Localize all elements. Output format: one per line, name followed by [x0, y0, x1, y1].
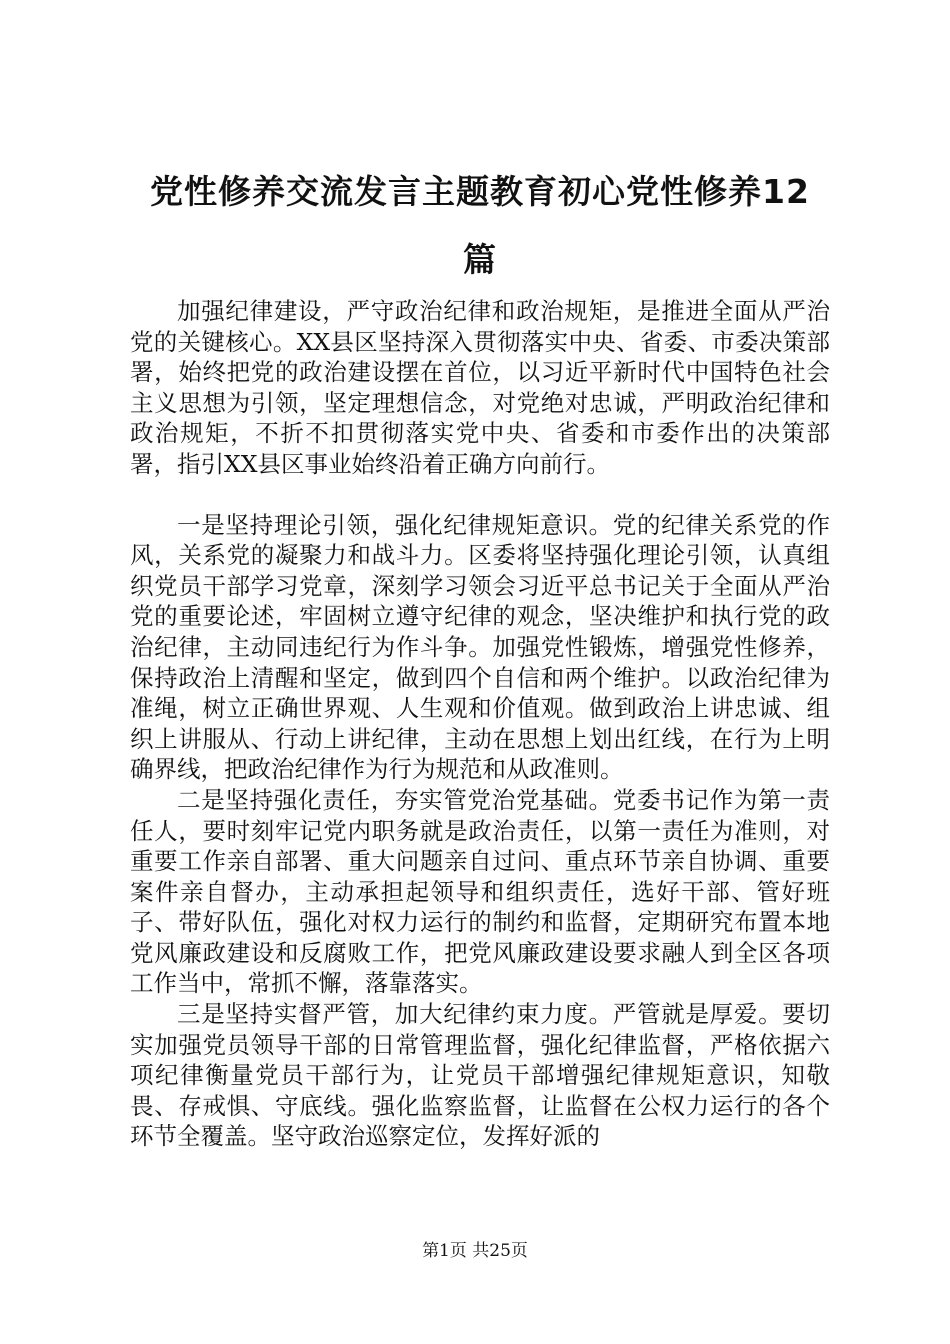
paragraph-point-three: 三是坚持实督严管，加大纪律约束力度。严管就是厚爱。要切实加强党员领导干部的日常管理监督，强化纪律监督，严格依据六项纪律衡量党员干部行为，让党员干部增强纪律规矩意识，知敬畏、存戒惧、守底线。强化监察监督，让监督在公权力运行的各个环节全覆盖。坚守政治巡察定位，发挥好派的: [130, 1000, 830, 1151]
title-line-1: 党性修养交流发言主题教育初心党性修养12: [150, 172, 810, 211]
title-line-2: 篇: [463, 240, 497, 279]
document-body: [130, 296, 830, 1152]
paragraph-point-two: 二是坚持强化责任，夯实管党治党基础。党委书记作为第一责任人，要时刻牢记党内职务就是政治责任，以第一责任为准则，对重要工作亲自部署、重大问题亲自过问、重点环节亲自协调、重要案件亲自督办，主动承担起领导和组织责任，选好干部、管好班子、带好队伍，强化对权力运行的制约和监督，定期研究布置本地党风廉政建设和反腐败工作，把党风廉政建设要求融人到全区各项工作当中，常抓不懈，落靠落实。: [130, 785, 830, 998]
paragraph-point-one: 一是坚持理论引领，强化纪律规矩意识。党的纪律关系党的作风，关系党的凝聚力和战斗力。区委将坚持强化理论引领，认真组织党员干部学习党章，深刻学习领会习近平总书记关于全面从严治党的重要论述，牢固树立遵守纪律的观念，坚决维护和执行党的政治纪律，主动同违纪行为作斗争。加强党性锻炼，增强党性修养，保持政治上清醒和坚定，做到四个自信和两个维护。以政治纪律为准绳，树立正确世界观、人生观和价值观。做到政治上讲忠诚、组织上讲服从、行动上讲纪律，主动在思想上划出红线，在行为上明确界线，把政治纪律作为行为规范和从政准则。: [130, 510, 830, 784]
paragraph-intro: 加强纪律建设，严守政治纪律和政治规矩，是推进全面从严治党的关键核心。XX县区坚持深入贯彻落实中央、省委、市委决策部署，始终把党的政治建设摆在首位，以习近平新时代中国特色社会主义思想为引领，坚定理想信念，对党绝对忠诚，严明政治纪律和政治规矩，不折不扣贯彻落实党中央、省委和市委作出的决策部署，指引XX县区事业始终沿着正确方向前行。: [130, 297, 830, 478]
page-footer: 第1页 共25页: [422, 1241, 528, 1261]
document-title: [100, 158, 860, 294]
paragraph-spacer: [130, 480, 830, 510]
